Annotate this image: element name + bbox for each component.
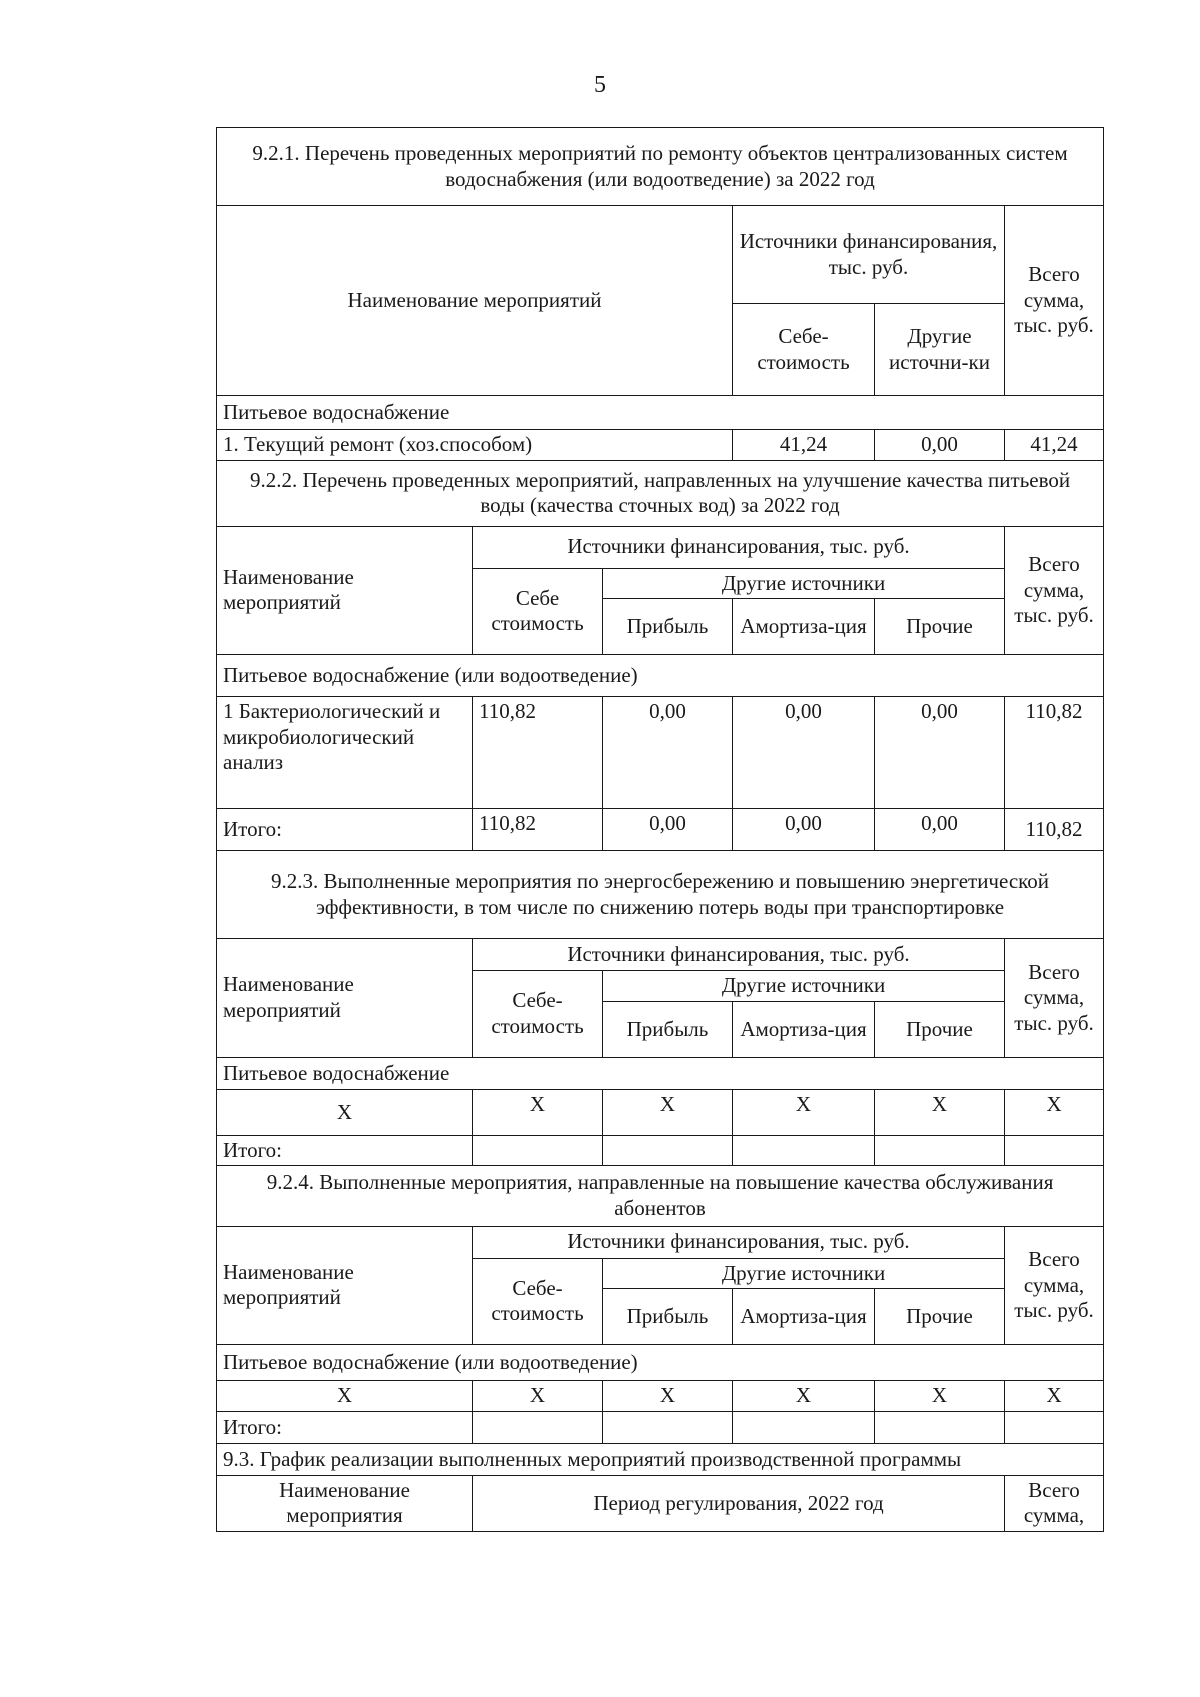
- s924-total-profit: [603, 1411, 733, 1443]
- s924-total-label: Итого:: [217, 1411, 473, 1443]
- s922-total-total: 110,82: [1005, 809, 1104, 851]
- s923-x-total: X: [1005, 1089, 1104, 1135]
- s923-header-profit: Прибыль: [603, 1001, 733, 1057]
- s924-header-name: Наименование мероприятий: [217, 1226, 473, 1345]
- s924-total-total: [1005, 1411, 1104, 1443]
- s924-x-total: X: [1005, 1381, 1104, 1412]
- s923-x-name: X: [217, 1089, 473, 1135]
- s921-row-name: 1. Текущий ремонт (хоз.способом): [217, 430, 733, 461]
- s923-header-name: Наименование мероприятий: [217, 939, 473, 1058]
- s923-header-misc: Прочие: [875, 1001, 1005, 1057]
- s924-header-total: Всего сумма, тыс. руб.: [1005, 1226, 1104, 1345]
- s923-total-total: [1005, 1135, 1104, 1166]
- s923-group-label: Питьевое водоснабжение: [217, 1057, 1104, 1089]
- s924-x-cost: X: [473, 1381, 603, 1412]
- s93-header-period: Период регулирования, 2022 год: [473, 1475, 1005, 1531]
- s923-x-amort: X: [733, 1089, 875, 1135]
- s923-total-label: Итого:: [217, 1135, 473, 1166]
- s922-header-profit: Прибыль: [603, 599, 733, 655]
- s921-row-total: 41,24: [1005, 430, 1104, 461]
- s924-total-cost: [473, 1411, 603, 1443]
- section-93-title: 9.3. График реализации выполненных мероприятий производственной программы: [217, 1443, 1104, 1475]
- s924-group-label: Питьевое водоснабжение (или водоотведение): [217, 1345, 1104, 1381]
- page-number: 5: [594, 72, 606, 98]
- s922-total-misc: 0,00: [875, 809, 1005, 851]
- s924-header-amort: Амортиза-ция: [733, 1289, 875, 1345]
- section-921-title: 9.2.1. Перечень проведенных мероприятий по ремонту объектов централизованных систем водоснабжения (или водоотведение) за 2022 год: [217, 128, 1104, 206]
- s922-row-name: 1 Бактериологический и микробиологический анализ: [217, 697, 473, 809]
- s922-row-amort: 0,00: [733, 697, 875, 809]
- s923-header-total: Всего сумма, тыс. руб.: [1005, 939, 1104, 1058]
- s922-total-cost: 110,82: [473, 809, 603, 851]
- s924-header-cost: Себе-стоимость: [473, 1258, 603, 1345]
- report-table: [216, 127, 1104, 1532]
- s922-header-amort: Амортиза-ция: [733, 599, 875, 655]
- s922-row-cost: 110,82: [473, 697, 603, 809]
- s921-header-other: Другие источни-ки: [875, 304, 1005, 396]
- s924-total-misc: [875, 1411, 1005, 1443]
- s922-row-misc: 0,00: [875, 697, 1005, 809]
- s924-x-profit: X: [603, 1381, 733, 1412]
- s922-total-profit: 0,00: [603, 809, 733, 851]
- s924-header-sources: Источники финансирования, тыс. руб.: [473, 1226, 1005, 1258]
- section-923-title: 9.2.3. Выполненные мероприятия по энергосбережению и повышению энергетической эффективности, в том числе по снижению потерь воды при транспортировке: [217, 851, 1104, 939]
- s922-group-label: Питьевое водоснабжение (или водоотведение): [217, 655, 1104, 697]
- s922-header-sources: Источники финансирования, тыс. руб.: [473, 526, 1005, 568]
- s924-header-misc: Прочие: [875, 1289, 1005, 1345]
- s923-header-cost: Себе-стоимость: [473, 971, 603, 1058]
- s923-total-profit: [603, 1135, 733, 1166]
- s922-header-misc: Прочие: [875, 599, 1005, 655]
- s93-header-name: Наименование мероприятия: [217, 1475, 473, 1531]
- s921-header-sources: Источники финансирования, тыс. руб.: [733, 206, 1005, 304]
- s924-total-amort: [733, 1411, 875, 1443]
- s922-total-label: Итого:: [217, 809, 473, 851]
- s922-row-profit: 0,00: [603, 697, 733, 809]
- s921-row-other: 0,00: [875, 430, 1005, 461]
- s921-header-name: Наименование мероприятий: [217, 206, 733, 396]
- s923-header-other: Другие источники: [603, 971, 1005, 1002]
- s922-header-name: Наименование мероприятий: [217, 526, 473, 655]
- s921-row-cost: 41,24: [733, 430, 875, 461]
- s922-total-amort: 0,00: [733, 809, 875, 851]
- s922-header-cost: Себе стоимость: [473, 568, 603, 655]
- s922-row-total: 110,82: [1005, 697, 1104, 809]
- s924-header-profit: Прибыль: [603, 1289, 733, 1345]
- s923-x-profit: X: [603, 1089, 733, 1135]
- section-924-title: 9.2.4. Выполненные мероприятия, направленные на повышение качества обслуживания абонентов: [217, 1166, 1104, 1226]
- s921-group-label: Питьевое водоснабжение: [217, 396, 1104, 430]
- s924-x-amort: X: [733, 1381, 875, 1412]
- s923-x-cost: X: [473, 1089, 603, 1135]
- s923-header-amort: Амортиза-ция: [733, 1001, 875, 1057]
- s924-header-other: Другие источники: [603, 1258, 1005, 1289]
- section-922-title: 9.2.2. Перечень проведенных мероприятий, направленных на улучшение качества питьевой воды (качества сточных вод) за 2022 год: [217, 460, 1104, 526]
- s922-header-other: Другие источники: [603, 568, 1005, 599]
- s921-header-total: Всего сумма, тыс. руб.: [1005, 206, 1104, 396]
- s924-x-name: X: [217, 1381, 473, 1412]
- s923-x-misc: X: [875, 1089, 1005, 1135]
- s924-x-misc: X: [875, 1381, 1005, 1412]
- s923-total-misc: [875, 1135, 1005, 1166]
- s923-total-amort: [733, 1135, 875, 1166]
- s923-total-cost: [473, 1135, 603, 1166]
- s921-header-cost: Себе-стоимость: [733, 304, 875, 396]
- s923-header-sources: Источники финансирования, тыс. руб.: [473, 939, 1005, 971]
- s922-header-total: Всего сумма, тыс. руб.: [1005, 526, 1104, 655]
- s93-header-total: Всего сумма,: [1005, 1475, 1104, 1531]
